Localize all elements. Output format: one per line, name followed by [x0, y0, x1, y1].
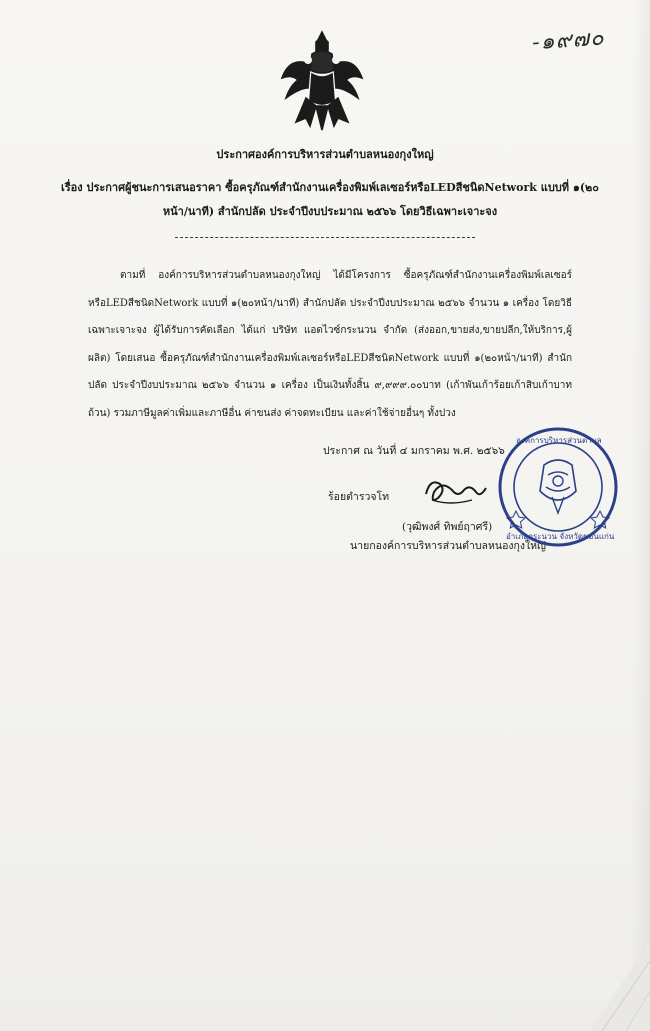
document-subject	[60, 176, 600, 224]
seal-text-bottom: อำเภอกระนวน จังหวัดขอนแก่น	[506, 532, 615, 541]
page-corner-fold	[590, 941, 650, 1031]
handwritten-number	[532, 22, 624, 62]
seal-text-top: องค์การบริหารส่วนตำบล	[516, 436, 602, 445]
handwritten-number-text: -๑๙๗๐	[531, 25, 606, 56]
body-paragraph	[88, 262, 572, 427]
garuda-emblem-icon	[276, 26, 368, 138]
body-text: ตามที่ องค์การบริหารส่วนตำบลหนองกุงใหญ่ ได้มีโครงการ ซื้อครุภัณฑ์สำนักงานเครื่องพิมพ์เลเซอร์หรือLEDสีชนิดNetwork แบบที่ ๑(๒๐หน้า/นาที) สำนักปลัด ประจำปีงบประมาณ ๒๕๖๖ จำนวน ๑ เครื่อง โดยวิธีเฉพาะเจาะจง ผู้ได้รับการคัดเลือก ได้แก่ บริษัท แอดไวซ์กระนวน จำกัด (ส่งออก,ขายส่ง,ขายปลีก,ให้บริการ,ผู้ผลิต) โดยเสนอ ซื้อครุภัณฑ์สำนักงานเครื่องพิมพ์เลเซอร์หรือLEDสีชนิดNetwork แบบที่ ๑(๒๐หน้า/นาที) สำนักปลัด ประจำปีงบประมาณ ๒๕๖๖ จำนวน ๑ เครื่อง เป็นเงินทั้งสิ้น ๙,๙๙๙.๐๐บาท (เก้าพันเก้าร้อยเก้าสิบเก้าบาทถ้วน) รวมภาษีมูลค่าเพิ่มและภาษีอื่น ค่าขนส่ง ค่าจดทะเบียน และค่าใช้จ่ายอื่นๆ ทั้งปวง	[88, 270, 572, 419]
signer-rank: ร้อยตำรวจโท	[328, 491, 390, 503]
document-title: ประกาศองค์การบริหารส่วนตำบลหนองกุงใหญ่	[216, 148, 434, 161]
subject-line-2: หน้า/นาที) สำนักปลัด ประจำปีงบประมาณ ๒๕๖๖ โดยวิธีเฉพาะเจาะจง	[162, 205, 498, 218]
signer-name: (วุฒิพงศ์ ทิพย์ฤาศรี)	[402, 521, 493, 533]
signer-title: นายกองค์การบริหารส่วนตำบลหนองกุงใหญ่	[350, 540, 547, 552]
announcement-date: ประกาศ ณ วันที่ ๔ มกราคม พ.ศ. ๒๕๖๖	[323, 445, 505, 457]
subject-line-1: เรื่อง ประกาศผู้ชนะการเสนอราคา ซื้อครุภัณฑ์สำนักงานเครื่องพิมพ์เลเซอร์หรือLEDสีชนิดNetwork แบบที่ ๑(๒๐	[60, 181, 600, 194]
handwritten-signature	[420, 470, 490, 514]
dashed-divider	[175, 237, 475, 238]
